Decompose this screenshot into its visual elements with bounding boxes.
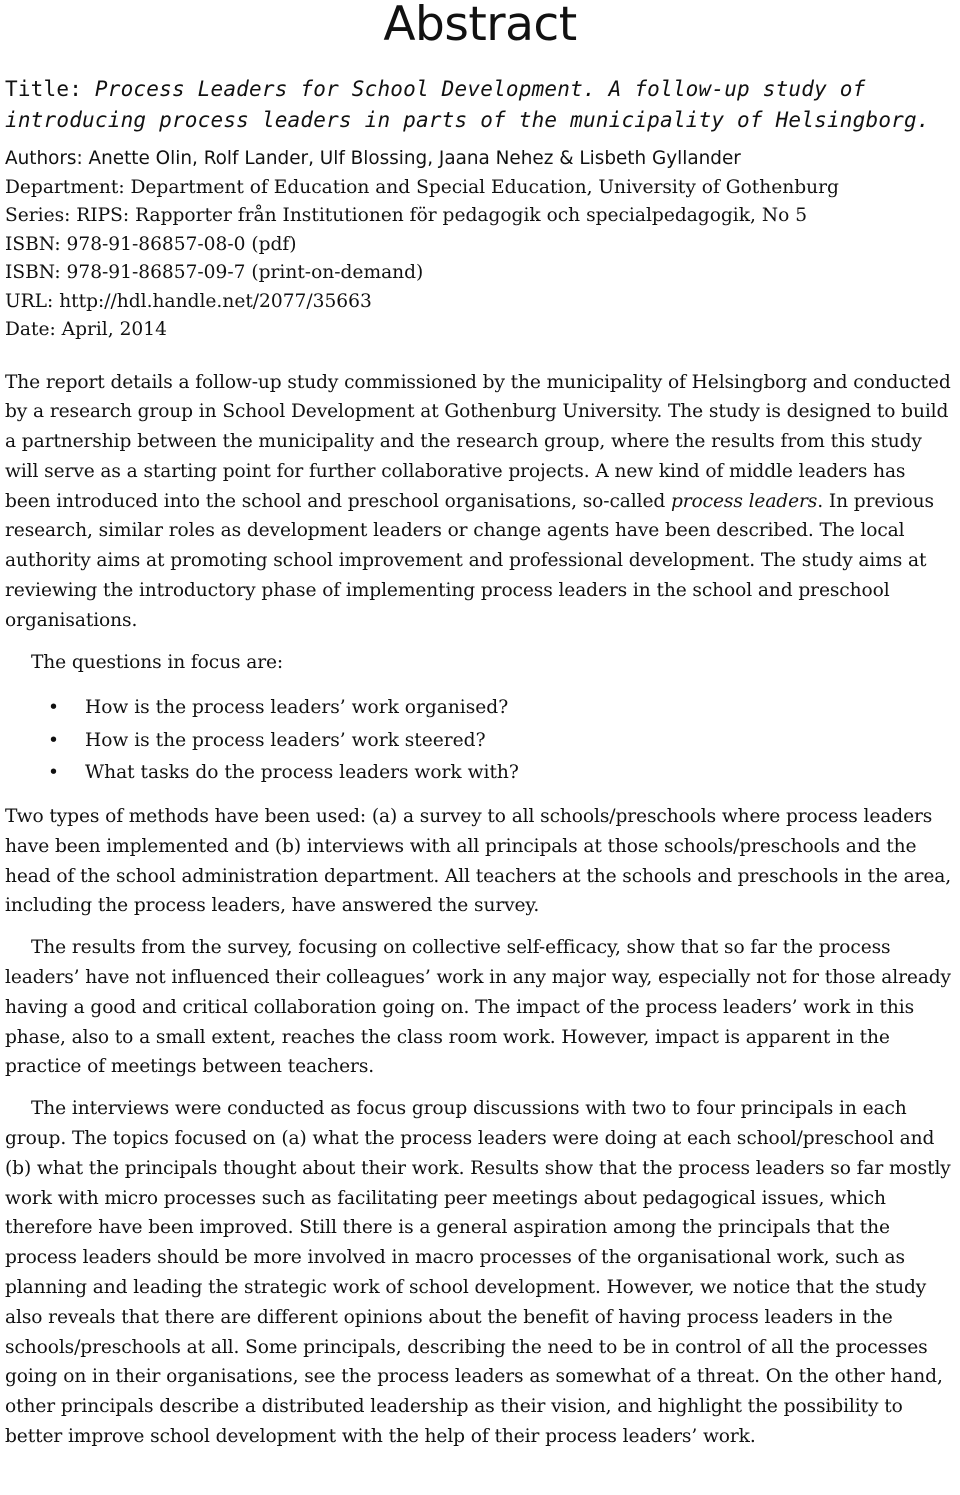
- title-text-line-1: Process Leaders for School Development. A follow-up study of: [94, 77, 866, 101]
- title-text-line-2: introducing process leaders in parts of the municipality of Helsingborg.: [5, 108, 930, 132]
- bullet-icon: •: [48, 697, 59, 719]
- list-item: [5, 757, 955, 790]
- department-line: Department: Department of Education and Special Education, University of Gothenburg: [5, 176, 839, 198]
- list-item: [5, 692, 955, 725]
- date-line: Date: April, 2014: [5, 319, 167, 340]
- questions-intro: The questions in focus are:: [31, 651, 284, 673]
- title-block: [5, 74, 955, 136]
- question-text: What tasks do the process leaders work with?: [85, 762, 519, 784]
- url-line: URL: http://hdl.handle.net/2077/35663: [5, 290, 372, 312]
- question-text: How is the process leaders’ work organised?: [85, 697, 509, 719]
- questions-list: [5, 692, 955, 790]
- title-label: Title:: [5, 77, 83, 101]
- metadata-block: [5, 145, 955, 345]
- list-item: [5, 725, 955, 758]
- document-page: [5, 0, 955, 1452]
- intro-text-part-2: . In previous research, similar roles as development leaders or change agents have been described. The local authority aims at promoting school improvement and professional development. The study aims at reviewing the introductory phase of implementing process leaders in the school and preschool organisations.: [5, 490, 934, 631]
- isbn-pdf-line: ISBN: 978-91-86857-08-0 (pdf): [5, 233, 297, 255]
- intro-text-part-1: The report details a follow-up study commissioned by the municipality of Helsingborg and conducted by a research group in School Development at Gothenburg University. The study is designed to build a partnership between the municipality and the research group, where the results from this study will serve as a starting point for further collaborative projects. A new kind of middle leaders has been introduced into the school and preschool organisations, so-called: [5, 371, 951, 512]
- title-line-1: [5, 74, 955, 105]
- interviews-paragraph: The interviews were conducted as focus group discussions with two to four principals in each group. The topics focused on (a) what the process leaders were doing at each school/preschool and (b) what the principals thought about their work. Results show that the process leaders so far mostly work with micro processes such as facilitating peer meetings about pedagogical issues, which therefore have been improved. Still there is a general aspiration among the principals that the process leaders should be more involved in macro processes of the organisational work, such as planning and leading the strategic work of school development. However, we notice that the study also reveals that there are different opinions about the benefit of having process leaders in the schools/preschools at all. Some principals, describing the need to be in control of all the processes going on in their organisations, see the process leaders as somewhat of a threat. On the other hand, other principals describe a distributed leadership as their vision, and highlight the possibility to better improve school development with the help of their process leaders’ work.: [5, 1098, 951, 1447]
- authors-line: Authors: Anette Olin, Rolf Lander, Ulf Blossing, Jaana Nehez & Lisbeth Gyllander: [5, 148, 741, 169]
- abstract-heading: Abstract: [383, 0, 577, 52]
- results-paragraph: The results from the survey, focusing on collective self-efficacy, show that so far the process leaders’ have not influenced their colleagues’ work in any major way, especially not for those already having a good and critical collaboration going on. The impact of the process leaders’ work in this phase, also to a small extent, reaches the class room work. However, impact is apparent in the practice of meetings between teachers.: [5, 937, 951, 1078]
- bullet-icon: •: [48, 762, 59, 784]
- question-text: How is the process leaders’ work steered?: [85, 729, 486, 751]
- intro-emphasis: process leaders: [670, 490, 818, 512]
- methods-paragraph: Two types of methods have been used: (a) a survey to all schools/preschools where process leaders have been implemented and (b) interviews with all principals at those schools/preschools and the head of the school administration department. All teachers at the schools and preschools in the area, including the process leaders, have answered the survey.: [5, 805, 952, 917]
- intro-paragraph: [5, 368, 955, 636]
- series-line: Series: RIPS: Rapporter från Institutionen för pedagogik och specialpedagogik, No 5: [5, 205, 808, 226]
- isbn-print-line: ISBN: 978-91-86857-09-7 (print-on-demand): [5, 262, 424, 283]
- bullet-icon: •: [48, 729, 59, 751]
